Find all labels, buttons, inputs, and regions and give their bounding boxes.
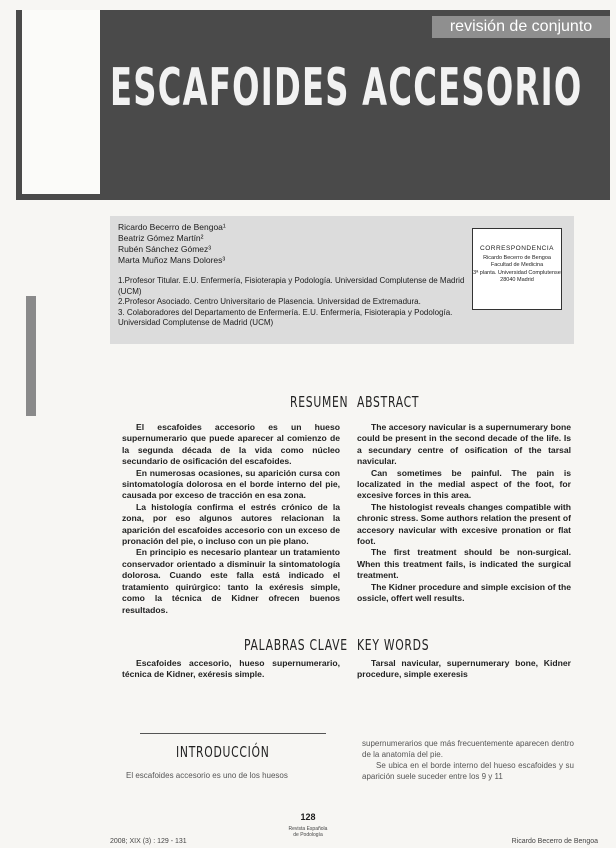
abstract-paragraph: The Kidner procedure and simple excision of the ossicle, offert well results. xyxy=(357,581,571,604)
palabras-clave-heading: PALABRAS CLAVE xyxy=(244,636,348,654)
side-margin-bar xyxy=(26,296,36,416)
intro-right-text xyxy=(362,738,574,782)
abstract-body xyxy=(357,422,571,605)
correspondence-line: Facultad de Medicina xyxy=(490,262,544,268)
affiliations xyxy=(118,276,470,329)
key-words-text: Tarsal navicular, supernumerary bone, Kidner procedure, simple exeresis xyxy=(357,658,571,680)
author-name: Ricardo Becerro de Bengoa¹ xyxy=(118,222,226,232)
resumen-paragraph: En numerosas ocasiones, su aparición cursa con sintomatología dolorosa en el borde interno del pie, causada por exceso de tracción en esa zona. xyxy=(122,467,340,501)
abstract-paragraph: The histologist reveals changes compatible with chronic stress. Some authors relation the present of accesory navicular with excesive pronation or flat foot. xyxy=(357,501,571,547)
abstract-paragraph: The accesory navicular is a supernumerary bone could be present in the second decade of the life. Is a secundary centre of osification of the tarsal navicular. xyxy=(357,422,571,467)
key-words-body xyxy=(357,658,571,681)
resumen-paragraph: En principio es necesario plantear un tratamiento conservador orientado a disminuir la sintomatología dolorosa. Cuando este falla está indicado el tratamiento quirúrgico: tanto la exéresis simple, como la técnica de Kidner ofrecen buenos resultados. xyxy=(122,547,340,615)
abstract-paragraph: Can sometimes be painful. The pain is localizated in the medial aspect of the foot, for excesive forces in this area. xyxy=(357,467,571,501)
abstract-paragraph: The first treatment should be non-surgical. When this treatment fails, is indicated the surgical treatment. xyxy=(357,547,571,581)
resumen-paragraph: La histología confirma el estrés crónico de la zona, por eso algunos autores relacionan la aparición del escafoides accesorio con un exceso de pronación del pie, o incluso con un pie plano. xyxy=(122,501,340,547)
intro-left-text: El escafoides accesorio es uno de los huesos xyxy=(126,771,288,780)
affiliation: 2.Profesor Asociado. Centro Universitario de Plasencia. Universidad de Extremadura. xyxy=(118,297,421,306)
author-name: Rubén Sánchez Gómez³ xyxy=(118,244,212,254)
resumen-heading: RESUMEN xyxy=(290,393,349,411)
palabras-clave-text: Escafoides accesorio, hueso supernumerario, técnica de Kidner, exéresis simple. xyxy=(122,658,340,680)
affiliation: 1.Profesor Titular. E.U. Enfermería, Fisioterapia y Podología. Universidad Complutense de Madrid (UCM) xyxy=(118,276,465,296)
correspondence-line: Ricardo Becerro de Bengoa xyxy=(483,254,551,261)
header-banner xyxy=(16,10,610,200)
intro-paragraph: supernumerarios que más frecuentemente aparecen dentro de la anatomía del pie. xyxy=(362,739,574,759)
correspondence-line: 28040 Madrid xyxy=(500,277,534,283)
correspondence-box xyxy=(472,228,562,310)
author-name: Beatriz Gómez Martín² xyxy=(118,233,204,243)
intro-heading: INTRODUCCIÓN xyxy=(176,743,270,761)
citation: 2008; XIX (3) : 129 - 131 xyxy=(110,838,187,845)
header-white-panel xyxy=(22,10,100,194)
running-author: Ricardo Becerro de Bengoa xyxy=(511,838,598,845)
abstract-heading: ABSTRACT xyxy=(357,393,420,411)
page-number: 128 xyxy=(300,812,316,822)
intro-paragraph: Se ubica en el borde interno del hueso escafoides y su aparición suele suceder entre los 9 y 11 xyxy=(362,761,574,781)
authors-box xyxy=(110,216,574,344)
key-words-heading: KEY WORDS xyxy=(357,636,430,654)
journal-name: Revista Española xyxy=(288,826,328,832)
author-name: Marta Muñoz Mans Dolores³ xyxy=(118,255,226,265)
section-tag: revisión de conjunto xyxy=(432,16,610,38)
resumen-paragraph: El escafoides accesorio es un hueso supernumerario que puede aparecer al comienzo de la segunda década de la vida como núcleo secundario de osificación del escafoides. xyxy=(122,422,340,467)
palabras-clave-body xyxy=(122,658,340,681)
correspondence-line: 3ª planta. Universidad Complutense xyxy=(473,269,561,276)
intro-divider xyxy=(140,733,326,734)
journal-logo xyxy=(0,826,616,838)
article-title: ESCAFOIDES ACCESORIO xyxy=(110,58,583,118)
correspondence-heading: CORRESPONDENCIA xyxy=(480,245,554,252)
author-list xyxy=(118,222,226,266)
journal-name: de Podología xyxy=(293,832,323,838)
resumen-body xyxy=(122,422,340,616)
affiliation: 3. Colaboradores del Departamento de Enfermería. E.U. Enfermería, Fisioterapia y Podología. Universidad Complutense de Madrid (UCM) xyxy=(118,307,453,327)
